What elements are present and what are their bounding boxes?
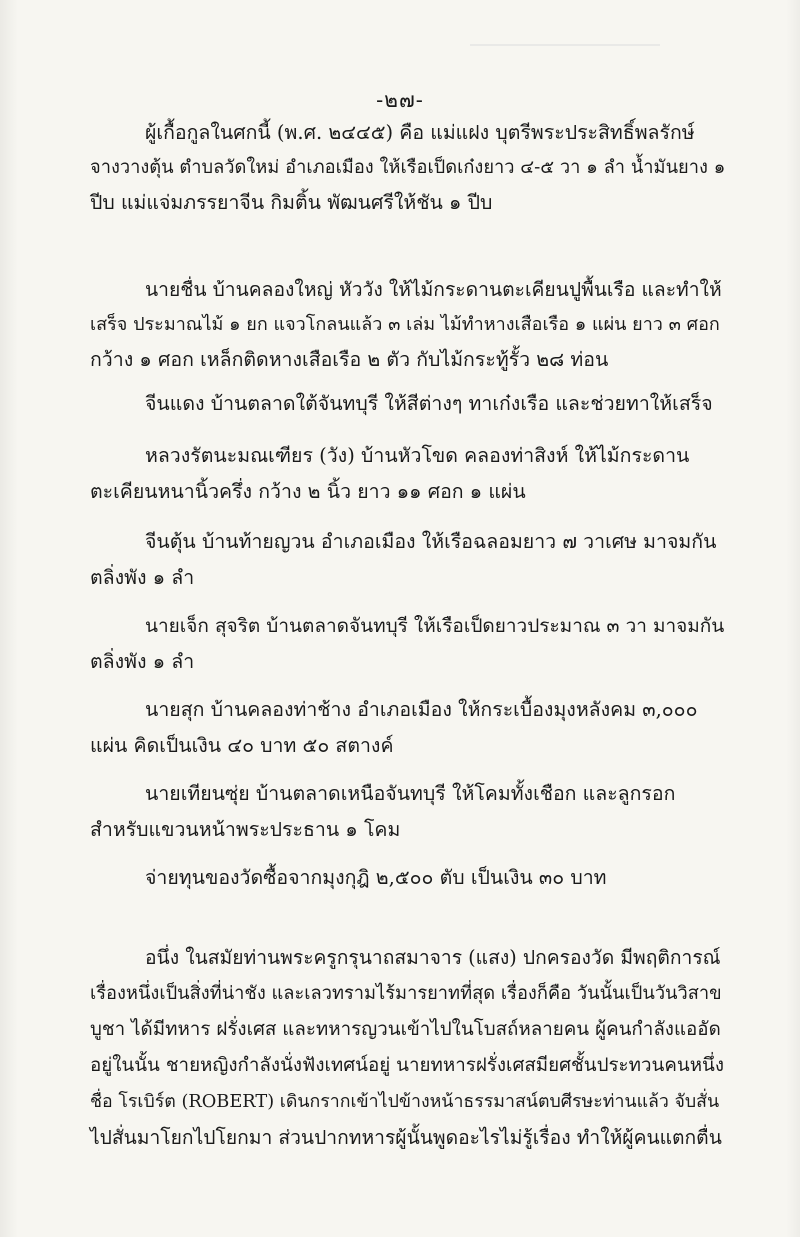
text-line: อนึ่ง ในสมัยท่านพระครูกรุนาถสมาจาร (แสง) ปกครองวัด มีพฤติการณ์ [145, 946, 721, 969]
bleed-through-mark [470, 44, 660, 46]
text-line: ปีบ แม่แจ่มภรรยาจีน กิมติ้น พัฒนศรีให้ชัน ๑ ปีบ [90, 191, 493, 214]
text-line: ตลิ่งพัง ๑ ลำ [90, 650, 195, 673]
text-line: สำหรับแขวนหน้าพระประธาน ๑ โคม [90, 818, 401, 841]
text-line: บูชา ได้มีทหาร ฝรั่งเศส และทหารญวนเข้าไปในโบสถ์หลายคน ผู้คนกำลังแออัด [90, 1019, 721, 1040]
text-line: กว้าง ๑ ศอก เหล็กติดหางเสือเรือ ๒ ตัว กับไม้กระทู้รั้ว ๒๘ ท่อน [90, 348, 609, 371]
text-line: ตลิ่งพัง ๑ ลำ [90, 566, 195, 589]
text-line: จ่ายทุนของวัดซื้อจากมุงกุฎิ ๒,๕๐๐ ตับ เป็นเงิน ๓๐ บาท [145, 866, 607, 889]
text-line: หลวงรัตนะมณเฑียร (วัง) บ้านหัวโขด คลองท่าสิงห์ ให้ไม้กระดาน [145, 444, 690, 467]
text-line: ไปสั่นมาโยกไปโยกมา ส่วนปากทหารผู้นั้นพูดอะไรไม่รู้เรื่อง ทำให้ผู้คนแตกตื่น [90, 1126, 722, 1149]
text-line: จีนตุ้น บ้านท้ายญวน อำเภอเมือง ให้เรือฉลอมยาว ๗ วาเศษ มาจมกัน [145, 530, 717, 553]
text-line: นายชื่น บ้านคลองใหญ่ หัววัง ให้ไม้กระดานตะเคียนปูพื้นเรือ และทำให้ [145, 278, 722, 301]
text-line: จางวางตุ้น ตำบลวัดใหม่ อำเภอเมือง ให้เรือเป็ดเก๋งยาว ๔-๕ วา ๑ ลำ น้ำมันยาง ๑ [90, 157, 726, 178]
text-line: เสร็จ ประมาณไม้ ๑ ยก แจวโกลนแล้ว ๓ เล่ม ไม้ทำหางเสือเรือ ๑ แผ่น ยาว ๓ ศอก [90, 314, 720, 335]
text-line: ผู้เกื้อกูลในศกนี้ (พ.ศ. ๒๔๔๕) คือ แม่แฝง บุตรีพระประสิทธิ์พลรักษ์ [145, 121, 695, 144]
text-line: แผ่น คิดเป็นเงิน ๔๐ บาท ๕๐ สตางค์ [90, 734, 394, 757]
text-line: เรื่องหนึ่งเป็นสิ่งที่น่าชัง และเลวทรามไร้มารยาทที่สุด เรื่องก็คือ วันนั้นเป็นวันวิสาข [90, 983, 722, 1004]
text-line: ชื่อ โรเบิร์ต (ROBERT) เดินกรากเข้าไปข้างหน้าธรรมาสน์ตบศีรษะท่านแล้ว จับสั่น [90, 1092, 720, 1112]
text-line: นายเจ็ก สุจริต บ้านตลาดจันทบุรี ให้เรือเป็ดยาวประมาณ ๓ วา มาจมกัน [145, 615, 725, 637]
text-line: อยู่ในนั้น ชายหญิงกำลังนั่งฟังเทศน์อยู่ นายทหารฝรั่งเศสมียศชั้นประทวนคนหนึ่ง [90, 1055, 725, 1076]
text-line: ตะเคียนหนานิ้วครึ่ง กว้าง ๒ นิ้ว ยาว ๑๑ ศอก ๑ แผ่น [90, 480, 526, 503]
page-number: -๒๗- [376, 88, 424, 112]
text-line: นายสุก บ้านคลองท่าช้าง อำเภอเมือง ให้กระเบื้องมุงหลังคม ๓,๐๐๐ [145, 698, 698, 721]
text-line: นายเทียนซุ่ย บ้านตลาดเหนือจันทบุรี ให้โคมทั้งเชือก และลูกรอก [145, 782, 676, 805]
text-line: จีนแดง บ้านตลาดใต้จันทบุรี ให้สีต่างๆ ทาเก๋งเรือ และช่วยทาให้เสร็จ [145, 392, 713, 415]
